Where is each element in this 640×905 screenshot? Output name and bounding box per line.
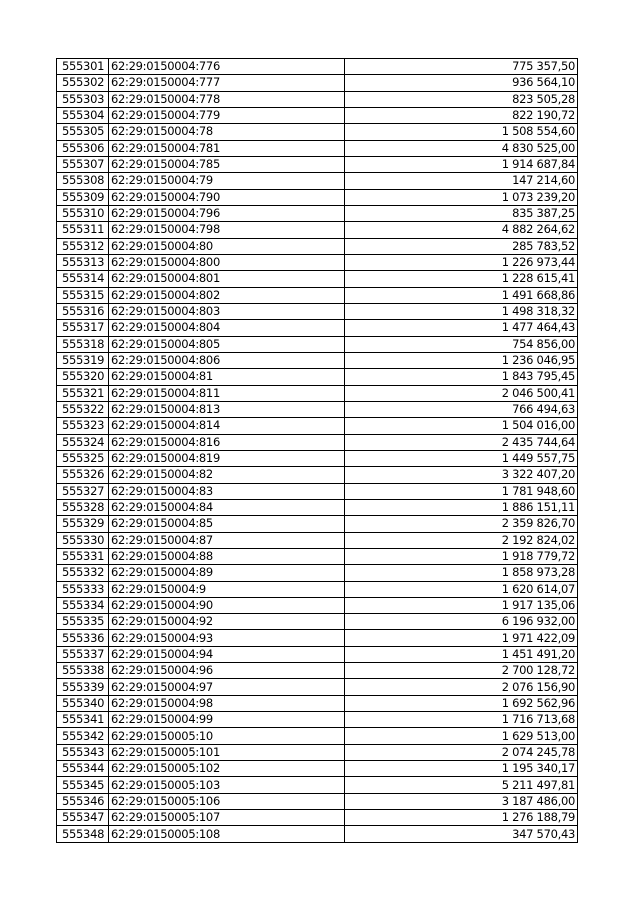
cadastral-number-cell: 62:29:0150004:819 bbox=[109, 450, 345, 466]
row-number-cell: 555344 bbox=[57, 761, 109, 777]
row-number-cell: 555331 bbox=[57, 548, 109, 564]
cadastral-number-cell: 62:29:0150004:803 bbox=[109, 303, 345, 319]
document-page bbox=[56, 58, 577, 843]
table-row bbox=[57, 222, 578, 238]
table-body bbox=[57, 59, 578, 843]
value-cell: 1 477 464,43 bbox=[345, 320, 578, 336]
cadastral-number-cell: 62:29:0150005:10 bbox=[109, 728, 345, 744]
table-row bbox=[57, 532, 578, 548]
value-cell: 6 196 932,00 bbox=[345, 614, 578, 630]
value-cell: 1 498 318,32 bbox=[345, 303, 578, 319]
table-row bbox=[57, 238, 578, 254]
row-number-cell: 555317 bbox=[57, 320, 109, 336]
table-row bbox=[57, 499, 578, 515]
row-number-cell: 555333 bbox=[57, 581, 109, 597]
cadastral-number-cell: 62:29:0150004:92 bbox=[109, 614, 345, 630]
cadastral-number-cell: 62:29:0150004:779 bbox=[109, 107, 345, 123]
row-number-cell: 555312 bbox=[57, 238, 109, 254]
table-row bbox=[57, 679, 578, 695]
value-cell: 4 882 264,62 bbox=[345, 222, 578, 238]
row-number-cell: 555315 bbox=[57, 287, 109, 303]
cadastral-number-cell: 62:29:0150005:107 bbox=[109, 810, 345, 826]
cadastral-number-cell: 62:29:0150004:94 bbox=[109, 646, 345, 662]
row-number-cell: 555328 bbox=[57, 499, 109, 515]
row-number-cell: 555339 bbox=[57, 679, 109, 695]
table-row bbox=[57, 728, 578, 744]
row-number-cell: 555341 bbox=[57, 712, 109, 728]
value-cell: 285 783,52 bbox=[345, 238, 578, 254]
value-cell: 1 629 513,00 bbox=[345, 728, 578, 744]
value-cell: 835 387,25 bbox=[345, 205, 578, 221]
row-number-cell: 555338 bbox=[57, 663, 109, 679]
cadastral-number-cell: 62:29:0150004:89 bbox=[109, 565, 345, 581]
row-number-cell: 555316 bbox=[57, 303, 109, 319]
value-cell: 1 508 554,60 bbox=[345, 124, 578, 140]
value-cell: 1 226 973,44 bbox=[345, 254, 578, 270]
row-number-cell: 555313 bbox=[57, 254, 109, 270]
cadastral-number-cell: 62:29:0150004:805 bbox=[109, 336, 345, 352]
cadastral-number-cell: 62:29:0150004:801 bbox=[109, 271, 345, 287]
row-number-cell: 555311 bbox=[57, 222, 109, 238]
cadastral-number-cell: 62:29:0150004:778 bbox=[109, 91, 345, 107]
cadastral-number-cell: 62:29:0150004:781 bbox=[109, 140, 345, 156]
value-cell: 2 192 824,02 bbox=[345, 532, 578, 548]
row-number-cell: 555346 bbox=[57, 793, 109, 809]
value-cell: 1 491 668,86 bbox=[345, 287, 578, 303]
value-cell: 1 449 557,75 bbox=[345, 450, 578, 466]
cadastral-number-cell: 62:29:0150004:84 bbox=[109, 499, 345, 515]
cadastral-number-cell: 62:29:0150005:102 bbox=[109, 761, 345, 777]
value-cell: 1 917 135,06 bbox=[345, 597, 578, 613]
table-row bbox=[57, 450, 578, 466]
row-number-cell: 555305 bbox=[57, 124, 109, 140]
table-row bbox=[57, 59, 578, 75]
table-row bbox=[57, 107, 578, 123]
table-row bbox=[57, 287, 578, 303]
table-row bbox=[57, 434, 578, 450]
value-cell: 1 918 779,72 bbox=[345, 548, 578, 564]
table-row bbox=[57, 630, 578, 646]
row-number-cell: 555306 bbox=[57, 140, 109, 156]
cadastral-number-cell: 62:29:0150004:98 bbox=[109, 695, 345, 711]
row-number-cell: 555334 bbox=[57, 597, 109, 613]
table-row bbox=[57, 565, 578, 581]
cadastral-number-cell: 62:29:0150004:816 bbox=[109, 434, 345, 450]
row-number-cell: 555323 bbox=[57, 418, 109, 434]
value-cell: 1 620 614,07 bbox=[345, 581, 578, 597]
row-number-cell: 555309 bbox=[57, 189, 109, 205]
value-cell: 1 504 016,00 bbox=[345, 418, 578, 434]
value-cell: 1 716 713,68 bbox=[345, 712, 578, 728]
row-number-cell: 555343 bbox=[57, 744, 109, 760]
row-number-cell: 555303 bbox=[57, 91, 109, 107]
table-row bbox=[57, 189, 578, 205]
row-number-cell: 555320 bbox=[57, 369, 109, 385]
value-cell: 4 830 525,00 bbox=[345, 140, 578, 156]
row-number-cell: 555342 bbox=[57, 728, 109, 744]
table-row bbox=[57, 156, 578, 172]
table-row bbox=[57, 761, 578, 777]
table-row bbox=[57, 663, 578, 679]
table-row bbox=[57, 385, 578, 401]
cadastral-number-cell: 62:29:0150004:800 bbox=[109, 254, 345, 270]
row-number-cell: 555310 bbox=[57, 205, 109, 221]
cadastral-number-cell: 62:29:0150005:103 bbox=[109, 777, 345, 793]
table-row bbox=[57, 695, 578, 711]
row-number-cell: 555324 bbox=[57, 434, 109, 450]
row-number-cell: 555335 bbox=[57, 614, 109, 630]
value-cell: 2 076 156,90 bbox=[345, 679, 578, 695]
table-row bbox=[57, 810, 578, 826]
table-row bbox=[57, 418, 578, 434]
cadastral-number-cell: 62:29:0150004:96 bbox=[109, 663, 345, 679]
cadastral-number-cell: 62:29:0150004:796 bbox=[109, 205, 345, 221]
row-number-cell: 555348 bbox=[57, 826, 109, 842]
cadastral-number-cell: 62:29:0150005:108 bbox=[109, 826, 345, 842]
table-row bbox=[57, 369, 578, 385]
table-row bbox=[57, 320, 578, 336]
cadastral-value-table bbox=[56, 58, 578, 843]
cadastral-number-cell: 62:29:0150004:81 bbox=[109, 369, 345, 385]
cadastral-number-cell: 62:29:0150004:90 bbox=[109, 597, 345, 613]
row-number-cell: 555336 bbox=[57, 630, 109, 646]
value-cell: 1 276 188,79 bbox=[345, 810, 578, 826]
value-cell: 1 073 239,20 bbox=[345, 189, 578, 205]
row-number-cell: 555325 bbox=[57, 450, 109, 466]
row-number-cell: 555327 bbox=[57, 483, 109, 499]
cadastral-number-cell: 62:29:0150004:82 bbox=[109, 467, 345, 483]
cadastral-number-cell: 62:29:0150004:777 bbox=[109, 75, 345, 91]
row-number-cell: 555318 bbox=[57, 336, 109, 352]
value-cell: 347 570,43 bbox=[345, 826, 578, 842]
table-row bbox=[57, 614, 578, 630]
cadastral-number-cell: 62:29:0150004:790 bbox=[109, 189, 345, 205]
cadastral-number-cell: 62:29:0150004:806 bbox=[109, 352, 345, 368]
table-row bbox=[57, 793, 578, 809]
row-number-cell: 555326 bbox=[57, 467, 109, 483]
table-row bbox=[57, 597, 578, 613]
row-number-cell: 555319 bbox=[57, 352, 109, 368]
table-row bbox=[57, 75, 578, 91]
table-row bbox=[57, 271, 578, 287]
cadastral-number-cell: 62:29:0150005:106 bbox=[109, 793, 345, 809]
row-number-cell: 555307 bbox=[57, 156, 109, 172]
value-cell: 822 190,72 bbox=[345, 107, 578, 123]
value-cell: 1 692 562,96 bbox=[345, 695, 578, 711]
value-cell: 1 914 687,84 bbox=[345, 156, 578, 172]
cadastral-number-cell: 62:29:0150004:80 bbox=[109, 238, 345, 254]
value-cell: 2 700 128,72 bbox=[345, 663, 578, 679]
table-row bbox=[57, 467, 578, 483]
cadastral-number-cell: 62:29:0150004:88 bbox=[109, 548, 345, 564]
table-row bbox=[57, 91, 578, 107]
cadastral-number-cell: 62:29:0150004:813 bbox=[109, 401, 345, 417]
value-cell: 1 858 973,28 bbox=[345, 565, 578, 581]
value-cell: 1 781 948,60 bbox=[345, 483, 578, 499]
row-number-cell: 555302 bbox=[57, 75, 109, 91]
value-cell: 936 564,10 bbox=[345, 75, 578, 91]
table-row bbox=[57, 516, 578, 532]
value-cell: 2 074 245,78 bbox=[345, 744, 578, 760]
cadastral-number-cell: 62:29:0150004:85 bbox=[109, 516, 345, 532]
cadastral-number-cell: 62:29:0150005:101 bbox=[109, 744, 345, 760]
table-row bbox=[57, 548, 578, 564]
table-row bbox=[57, 140, 578, 156]
cadastral-number-cell: 62:29:0150004:93 bbox=[109, 630, 345, 646]
table-row bbox=[57, 173, 578, 189]
cadastral-number-cell: 62:29:0150004:802 bbox=[109, 287, 345, 303]
value-cell: 1 195 340,17 bbox=[345, 761, 578, 777]
row-number-cell: 555345 bbox=[57, 777, 109, 793]
row-number-cell: 555340 bbox=[57, 695, 109, 711]
table-row bbox=[57, 777, 578, 793]
cadastral-number-cell: 62:29:0150004:79 bbox=[109, 173, 345, 189]
table-row bbox=[57, 744, 578, 760]
row-number-cell: 555301 bbox=[57, 59, 109, 75]
value-cell: 1 451 491,20 bbox=[345, 646, 578, 662]
table-row bbox=[57, 254, 578, 270]
cadastral-number-cell: 62:29:0150004:776 bbox=[109, 59, 345, 75]
value-cell: 2 359 826,70 bbox=[345, 516, 578, 532]
value-cell: 823 505,28 bbox=[345, 91, 578, 107]
table-row bbox=[57, 352, 578, 368]
table-row bbox=[57, 646, 578, 662]
cadastral-number-cell: 62:29:0150004:97 bbox=[109, 679, 345, 695]
value-cell: 2 046 500,41 bbox=[345, 385, 578, 401]
value-cell: 1 971 422,09 bbox=[345, 630, 578, 646]
value-cell: 2 435 744,64 bbox=[345, 434, 578, 450]
value-cell: 5 211 497,81 bbox=[345, 777, 578, 793]
row-number-cell: 555337 bbox=[57, 646, 109, 662]
cadastral-number-cell: 62:29:0150004:785 bbox=[109, 156, 345, 172]
value-cell: 3 187 486,00 bbox=[345, 793, 578, 809]
row-number-cell: 555308 bbox=[57, 173, 109, 189]
table-row bbox=[57, 712, 578, 728]
cadastral-number-cell: 62:29:0150004:87 bbox=[109, 532, 345, 548]
value-cell: 1 843 795,45 bbox=[345, 369, 578, 385]
row-number-cell: 555330 bbox=[57, 532, 109, 548]
value-cell: 147 214,60 bbox=[345, 173, 578, 189]
cadastral-number-cell: 62:29:0150004:814 bbox=[109, 418, 345, 434]
row-number-cell: 555347 bbox=[57, 810, 109, 826]
row-number-cell: 555322 bbox=[57, 401, 109, 417]
cadastral-number-cell: 62:29:0150004:83 bbox=[109, 483, 345, 499]
row-number-cell: 555329 bbox=[57, 516, 109, 532]
row-number-cell: 555332 bbox=[57, 565, 109, 581]
value-cell: 1 236 046,95 bbox=[345, 352, 578, 368]
cadastral-number-cell: 62:29:0150004:798 bbox=[109, 222, 345, 238]
value-cell: 766 494,63 bbox=[345, 401, 578, 417]
value-cell: 3 322 407,20 bbox=[345, 467, 578, 483]
table-row bbox=[57, 826, 578, 842]
table-row bbox=[57, 205, 578, 221]
value-cell: 754 856,00 bbox=[345, 336, 578, 352]
cadastral-number-cell: 62:29:0150004:9 bbox=[109, 581, 345, 597]
value-cell: 1 886 151,11 bbox=[345, 499, 578, 515]
table-row bbox=[57, 483, 578, 499]
cadastral-number-cell: 62:29:0150004:78 bbox=[109, 124, 345, 140]
table-row bbox=[57, 581, 578, 597]
table-row bbox=[57, 124, 578, 140]
cadastral-number-cell: 62:29:0150004:99 bbox=[109, 712, 345, 728]
value-cell: 775 357,50 bbox=[345, 59, 578, 75]
value-cell: 1 228 615,41 bbox=[345, 271, 578, 287]
table-row bbox=[57, 401, 578, 417]
table-row bbox=[57, 303, 578, 319]
table-row bbox=[57, 336, 578, 352]
row-number-cell: 555321 bbox=[57, 385, 109, 401]
row-number-cell: 555314 bbox=[57, 271, 109, 287]
cadastral-number-cell: 62:29:0150004:804 bbox=[109, 320, 345, 336]
row-number-cell: 555304 bbox=[57, 107, 109, 123]
cadastral-number-cell: 62:29:0150004:811 bbox=[109, 385, 345, 401]
